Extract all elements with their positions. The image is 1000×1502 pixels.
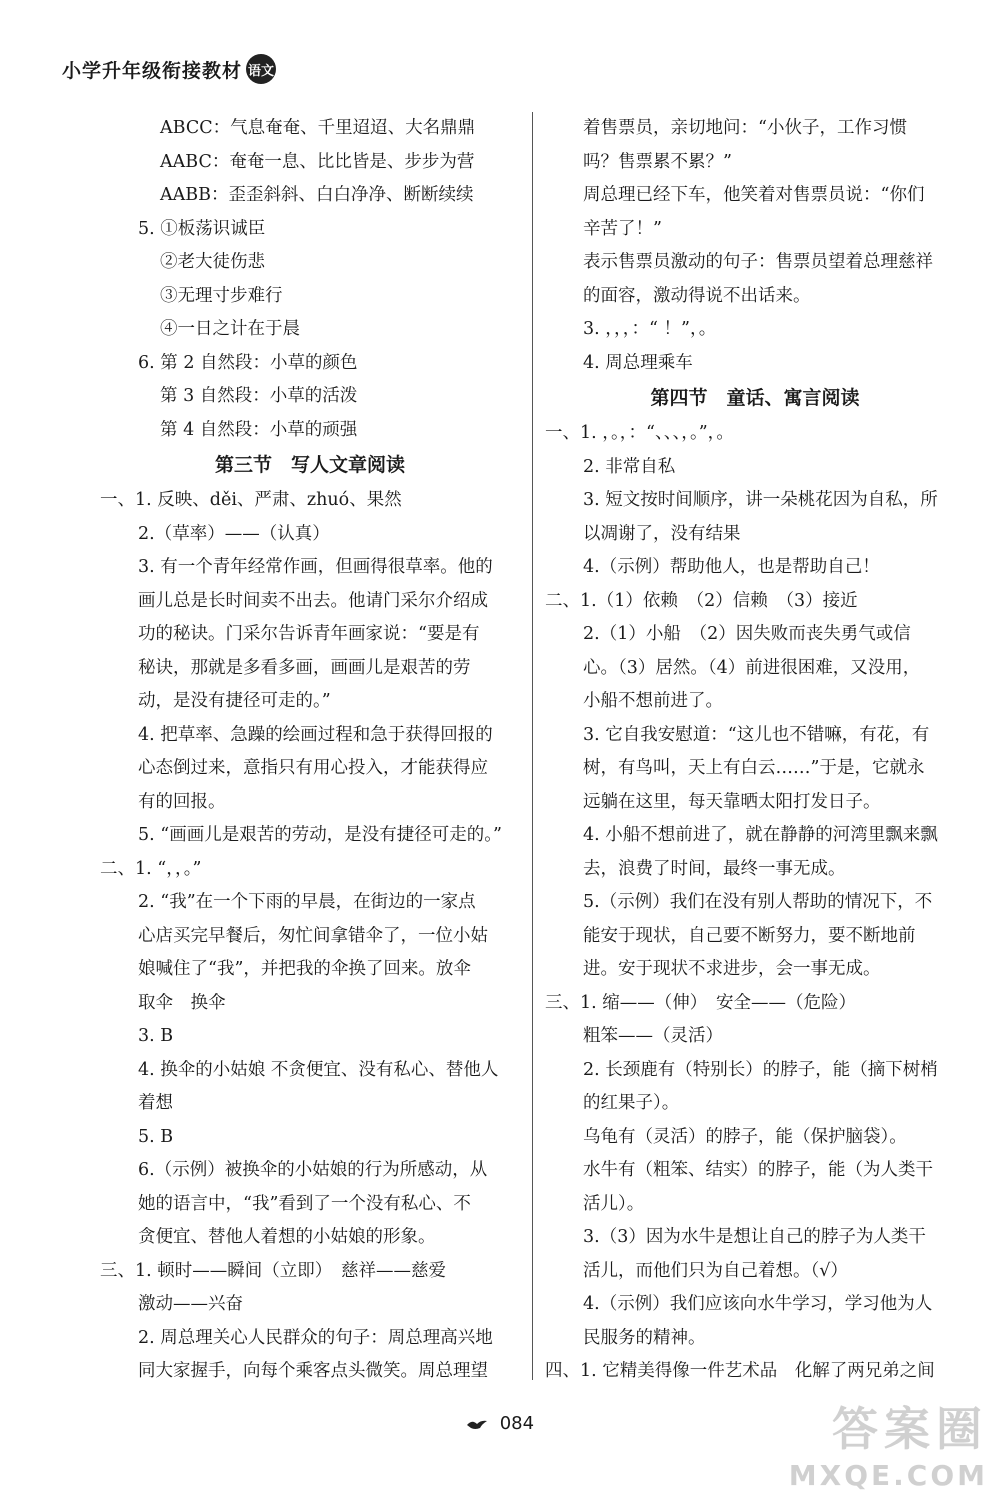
answer-line: 动，是没有捷径可走的。”: [138, 691, 331, 711]
left-column: [100, 112, 520, 1389]
answer-line: ④一日之计在于晨: [160, 319, 300, 339]
answer-line: 活儿，而他们只为自己着想。（√）: [583, 1260, 848, 1281]
answer-line: 5. B: [138, 1126, 174, 1147]
answer-line: 以凋谢了，没有结果: [583, 523, 741, 544]
answer-line: 3. ，，，：“ ！”，。: [583, 319, 717, 339]
answer-line: 着想: [138, 1093, 173, 1113]
answer-line: 2. 长颈鹿有（特别长）的脖子，能（摘下树梢: [583, 1059, 938, 1080]
answer-line: 的面容，激动得说不出话来。: [583, 285, 811, 306]
answer-line: 4. 把草率、急躁的绘画过程和急于获得回报的: [138, 724, 493, 745]
column-divider: [532, 112, 533, 1380]
answer-line: 一、1. 反映、děi、严肃、zhuó、果然: [100, 490, 402, 510]
watermark-url: MXQE.COM: [788, 1459, 988, 1492]
answer-line: 的红果子）。: [583, 1093, 680, 1113]
answer-line: 水牛有（粗笨、结实）的脖子，能（为人类干: [583, 1160, 933, 1180]
answer-line: 4. 周总理乘车: [583, 352, 693, 373]
answer-line: 活儿）。: [583, 1193, 645, 1214]
answer-line: 能安于现状，自己要不断努力，要不断地前: [583, 925, 916, 946]
answer-line: 吗？售票累不累？”: [583, 151, 732, 172]
answer-line: 4.（示例）我们应该向水牛学习，学习他为人: [583, 1294, 933, 1314]
answer-line: 表示售票员激动的句子：售票员望着总理慈祥: [583, 252, 933, 272]
answer-line: 民服务的精神。: [583, 1327, 706, 1348]
answer-line: 周总理已经下车，他笑着对售票员说：“你们: [583, 185, 925, 205]
answer-line: 3. 有一个青年经常作画，但画得很草率。他的: [138, 557, 493, 577]
answer-line: 她的语言中，“我”看到了一个没有私心、不: [138, 1193, 471, 1214]
answer-line: 二、1.（1）依赖 （2）信赖 （3）接近: [545, 590, 858, 611]
answer-line: 取伞 换伞: [138, 992, 226, 1013]
answer-line: 4. 小船不想前进了，就在静静的河湾里飘来飘: [583, 825, 938, 845]
bird-icon: [466, 1417, 488, 1431]
answer-line: 秘诀，那就是多看多画，画画儿是艰苦的劳: [138, 657, 471, 678]
watermark: [789, 1393, 988, 1492]
answer-line: 6.（示例）被换伞的小姑娘的行为所感动，从: [138, 1160, 488, 1180]
answer-line: 着售票员，亲切地问：“小伙子，工作习惯: [583, 118, 907, 138]
answer-line: 5. “画画儿是艰苦的劳动，是没有捷径可走的。”: [138, 825, 502, 845]
answer-line: 3.（3）因为水牛是想让自己的脖子为人类干: [583, 1227, 926, 1247]
answer-line: 一、1. ，。，：“、、、，。”，。: [545, 423, 734, 443]
answer-line: AABC：奄奄一息、比比皆是、步步为营: [160, 151, 475, 172]
answer-line: 3. 它自我安慰道：“这儿也不错嘛，有花，有: [583, 724, 930, 745]
answer-line: 6. 第 2 自然段：小草的颜色: [138, 352, 358, 373]
answer-line: 2.（1）小船 （2）因失败而丧失勇气或信: [583, 624, 911, 644]
answer-line: 去，浪费了时间，最终一事无成。: [583, 858, 846, 879]
answer-line: 进。安于现状不求进步，会一事无成。: [583, 959, 881, 979]
answer-line: 激动——兴奋: [138, 1294, 243, 1314]
section-heading: 第三节 写人文章阅读: [214, 454, 405, 476]
answer-line: 二、1. “，，。”: [100, 858, 202, 879]
answer-line: 画儿总是长时间卖不出去。他请门采尔介绍成: [138, 590, 488, 611]
answer-line: 2.（草率）——（认真）: [138, 523, 330, 544]
answer-line: 远躺在这里，每天靠晒太阳打发日子。: [583, 791, 881, 812]
answer-line: 4.（示例）帮助他人，也是帮助自己！: [583, 557, 880, 577]
right-column: [545, 112, 965, 1389]
answer-line: 树，有鸟叫，天上有白云……”于是，它就永: [583, 758, 925, 778]
section-heading: 第四节 童话、寓言阅读: [650, 387, 860, 409]
answer-line: 同大家握手，向每个乘客点头微笑。周总理望: [138, 1361, 488, 1381]
answer-line: 5.（示例）我们在没有别人帮助的情况下，不: [583, 892, 933, 912]
subject-badge: 语文: [246, 54, 276, 84]
answer-line: 贪便宜、替他人着想的小姑娘的形象。: [138, 1227, 436, 1247]
answer-line: 4. 换伞的小姑娘 不贪便宜、没有私心、替他人: [138, 1059, 499, 1080]
answer-line: ABCC：气息奄奄、千里迢迢、大名鼎鼎: [160, 118, 476, 138]
answer-line: 辛苦了！”: [583, 218, 662, 239]
answer-line: 第 4 自然段：小草的顽强: [160, 419, 358, 440]
answer-line: 3. B: [138, 1026, 174, 1046]
answer-line: 2. “我”在一个下雨的早晨，在街边的一家点: [138, 892, 476, 912]
answer-line: ②老大徒伤悲: [160, 252, 265, 272]
answer-line: 小船不想前进了。: [583, 691, 723, 711]
answer-line: 乌龟有（灵活）的脖子，能（保护脑袋）。: [583, 1126, 907, 1147]
answer-line: AABB：歪歪斜斜、白白净净、断断续续: [160, 185, 474, 205]
answer-line: 5. ①板荡识诚臣: [138, 218, 266, 239]
answer-line: 功的秘诀。门采尔告诉青年画家说：“要是有: [138, 624, 480, 644]
answer-line: 2. 周总理关心人民群众的句子：周总理高兴地: [138, 1327, 493, 1348]
answer-line: 3. 短文按时间顺序，讲一朵桃花因为自私，所: [583, 490, 938, 510]
answer-line: 第 3 自然段：小草的活泼: [160, 386, 358, 406]
book-title: 小学升年级衔接教材: [62, 59, 243, 82]
answer-line: 粗笨——（灵活）: [583, 1026, 723, 1046]
answer-line: 有的回报。: [138, 791, 226, 812]
answer-line: 心态倒过来，意指只有用心投入，才能获得应: [138, 758, 488, 778]
answer-line: 2. 非常自私: [583, 456, 676, 477]
page-header: [62, 52, 276, 86]
answer-line: ③无理寸步难行: [160, 285, 283, 306]
page-number: 084: [499, 1413, 535, 1434]
answer-line: 心店买完早餐后，匆忙间拿错伞了，一位小姑: [138, 925, 488, 946]
watermark-logo: 答案圈: [832, 1402, 988, 1456]
answer-line: 心。（3）居然。（4）前进很困难，又没用，: [583, 657, 921, 678]
answer-line: 四、1. 它精美得像一件艺术品 化解了两兄弟之间: [545, 1361, 935, 1381]
answer-line: 三、1. 缩——（伸） 安全——（危险）: [545, 992, 857, 1013]
answer-line: 三、1. 顿时——瞬间（立即） 慈祥——慈爱: [100, 1260, 447, 1281]
answer-line: 娘喊住了“我”，并把我的伞换了回来。放伞: [138, 959, 471, 979]
